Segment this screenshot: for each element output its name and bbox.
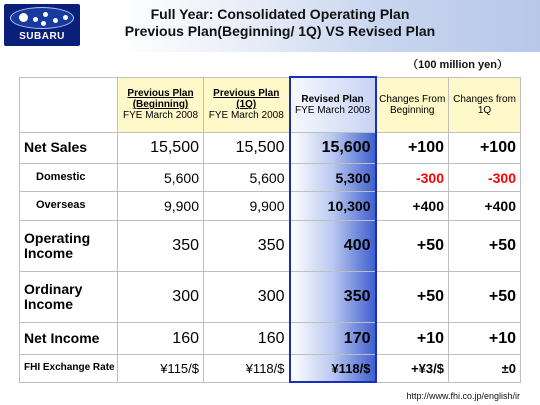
cell-change-beginning: +50 (376, 272, 449, 323)
footer-url: http://www.fhi.co.jp/english/ir (406, 391, 520, 401)
table-header-row (20, 77, 521, 132)
slide-title (110, 6, 450, 40)
col-header-label: Changes From Beginning (379, 93, 446, 116)
col-header-label: Revised Plan (301, 93, 364, 105)
cell-change-1q: +50 (449, 272, 521, 323)
col-header-sub: FYE March 2008 (208, 110, 284, 121)
col-header-changes-1q (449, 77, 521, 132)
col-header-label: Previous Plan (1Q) (213, 88, 280, 110)
col-header-beginning (118, 77, 204, 132)
cell-revised: 400 (290, 220, 376, 271)
cell-revised: 350 (290, 272, 376, 323)
col-header-label: Changes from 1Q (453, 93, 516, 116)
cell-1q: 300 (204, 272, 290, 323)
subaru-logo (4, 4, 80, 46)
logo-text: SUBARU (19, 31, 65, 42)
cell-change-beginning: +¥3/$ (376, 355, 449, 382)
cell-change-1q: +10 (449, 323, 521, 355)
row-label: Domestic (20, 164, 118, 192)
cell-revised: 10,300 (290, 192, 376, 220)
cell-beginning: 9,900 (118, 192, 204, 220)
col-header-sub: FYE March 2008 (122, 110, 199, 121)
cell-1q: 5,600 (204, 164, 290, 192)
slide-header (0, 0, 540, 52)
table-row-operating-income (20, 220, 521, 271)
cell-change-beginning: +10 (376, 323, 449, 355)
cell-1q: 350 (204, 220, 290, 271)
cell-revised: 170 (290, 323, 376, 355)
cell-change-1q: ±0 (449, 355, 521, 382)
row-label: Operating Income (20, 220, 118, 271)
table-row-net-income (20, 323, 521, 355)
cell-1q: ¥118/$ (204, 355, 290, 382)
table-row-net-sales (20, 132, 521, 164)
cell-beginning: 300 (118, 272, 204, 323)
cell-1q: 160 (204, 323, 290, 355)
cell-change-1q: -300 (449, 164, 521, 192)
title-line-2: Previous Plan(Beginning/ 1Q) VS Revised Plan (124, 23, 436, 39)
cell-change-beginning: +50 (376, 220, 449, 271)
cell-beginning: 160 (118, 323, 204, 355)
cell-change-beginning: +100 (376, 132, 449, 164)
operating-plan-table (19, 76, 521, 383)
col-header-changes-beginning (376, 77, 449, 132)
row-label: Overseas (20, 192, 118, 220)
cell-revised: 15,600 (290, 132, 376, 164)
table-row-overseas (20, 192, 521, 220)
title-line-1: Full Year: Consolidated Operating Plan (150, 6, 410, 22)
cell-change-1q: +50 (449, 220, 521, 271)
pleiades-stars-icon (10, 7, 74, 29)
table-row-ordinary-income (20, 272, 521, 323)
cell-change-1q: +400 (449, 192, 521, 220)
header-corner (20, 77, 118, 132)
row-label: Net Income (20, 323, 118, 355)
cell-1q: 9,900 (204, 192, 290, 220)
cell-revised: 5,300 (290, 164, 376, 192)
cell-change-1q: +100 (449, 132, 521, 164)
col-header-revised (290, 77, 376, 132)
col-header-1q (204, 77, 290, 132)
cell-change-beginning: +400 (376, 192, 449, 220)
cell-beginning: 15,500 (118, 132, 204, 164)
unit-label: （100 million yen） (407, 59, 508, 71)
cell-change-beginning: -300 (376, 164, 449, 192)
cell-beginning: 5,600 (118, 164, 204, 192)
table-row-exchange-rate (20, 355, 521, 382)
col-header-label: Previous Plan (Beginning) (127, 88, 194, 110)
row-label: FHI Exchange Rate (20, 355, 118, 382)
cell-1q: 15,500 (204, 132, 290, 164)
cell-revised: ¥118/$ (290, 355, 376, 382)
cell-beginning: 350 (118, 220, 204, 271)
row-label: Net Sales (20, 132, 118, 164)
cell-beginning: ¥115/$ (118, 355, 204, 382)
table-row-domestic (20, 164, 521, 192)
row-label: Ordinary Income (20, 272, 118, 323)
col-header-sub: FYE March 2008 (294, 104, 371, 116)
